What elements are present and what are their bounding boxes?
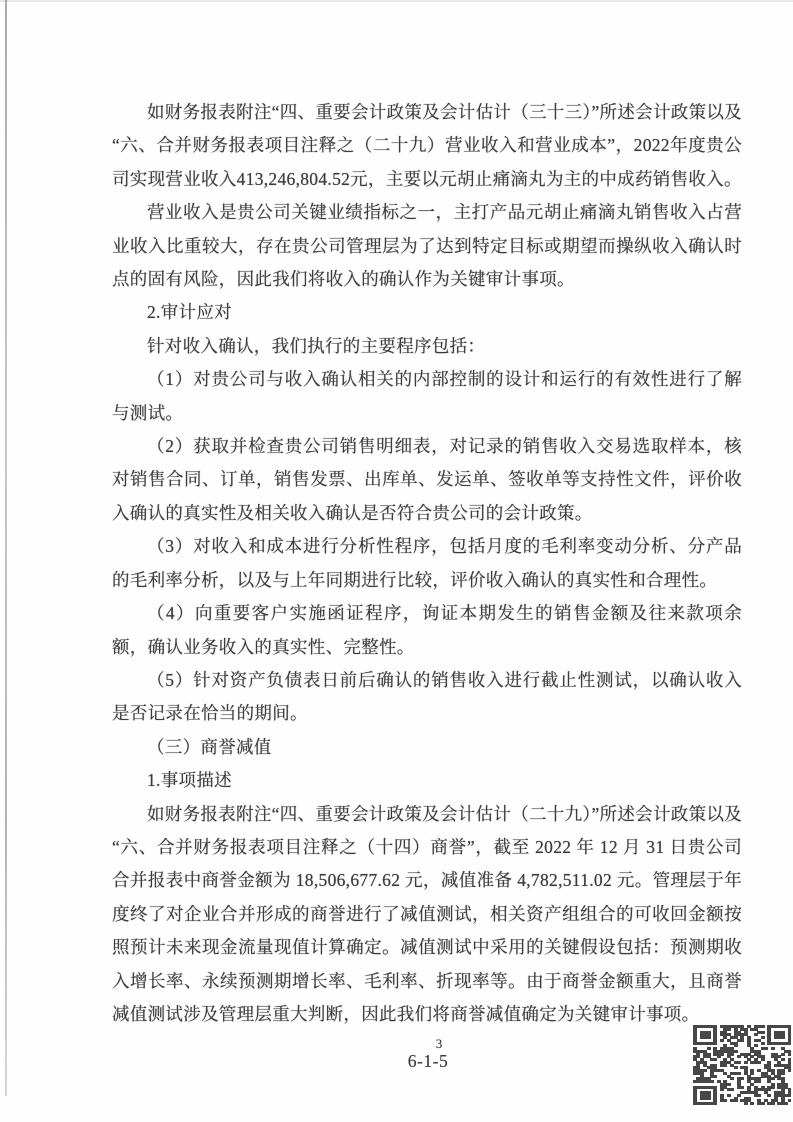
scan-edge-top — [0, 0, 793, 2]
heading-audit-response: 2.审计应对 — [147, 302, 232, 323]
page-number: 3 — [435, 1036, 443, 1051]
paragraph-revenue-policy-note: 如财务报表附注“四、重要会计政策及会计估计（三十三）”所述会计政策以及“六、合并财务报表项目注释之（二十九）营业收入和营业成本”，2022年度贵公司实现营业收入413,246,804.52元，主要以元胡止痛滴丸为主的中成药销售收入。 — [112, 102, 742, 189]
heading-goodwill-impairment: （三）商誉减值 — [147, 736, 272, 757]
document-number: 6-1-5 — [407, 1051, 449, 1071]
paragraph-goodwill-description: 如财务报表附注“四、重要会计政策及会计估计（二十九）”所述会计政策以及“六、合并财务报表项目注释之（十四）商誉”，截至 2022 年 12 月 31 日贵公司合并报表中商誉金额为 18,506,677.62 元，减值准备 4,782,511.02 元。管理层于年度终了对企业合并形成的商誉进行了减值测试，相关资产组组合的可收回金额按照预计未来现金流量现值计算确定。减值测试中采用的关键假设包括：预测期收入增长率、永续预测期增长率、毛利率、折现率等。由于商誉金额重大，且商誉减值测试涉及管理层重大判断，因此我们将商誉减值确定为关键审计事项。 — [112, 803, 742, 1024]
paragraph-procedure-1: （1）对贵公司与收入确认相关的内部控制的设计和运行的有效性进行了解与测试。 — [112, 369, 742, 423]
paragraph-procedures-intro: 针对收入确认，我们执行的主要程序包括： — [147, 335, 486, 356]
paragraph-procedure-3: （3）对收入和成本进行分析性程序，包括月度的毛利率变动分析、分产品的毛利率分析，以及与上年同期进行比较，评价收入确认的真实性和合理性。 — [112, 536, 742, 590]
document-body — [112, 96, 742, 1031]
heading-matter-description: 1.事项描述 — [147, 770, 232, 791]
paragraph-revenue-key-audit-matter: 营业收入是贵公司关键业绩指标之一，主打产品元胡止痛滴丸销售收入占营业收入比重较大，存在贵公司管理层为了达到特定目标或期望而操纵收入确认时点的固有风险，因此我们将收入的确认作为关键审计事项。 — [112, 202, 742, 290]
qr-code-icon — [693, 1025, 791, 1105]
scan-edge-left — [5, 0, 7, 1096]
paragraph-procedure-2: （2）获取并检查贵公司销售明细表，对记录的销售收入交易选取样本，核对销售合同、订单，销售发票、出库单、发运单、签收单等支持性文件，评价收入确认的真实性及相关收入确认是否符合贵公司的会计政策。 — [112, 436, 742, 523]
paragraph-procedure-5: （5）针对资产负债表日前后确认的销售收入进行截止性测试，以确认收入是否记录在恰当的期间。 — [112, 669, 742, 724]
page-footer — [408, 1036, 448, 1072]
paragraph-procedure-4: （4）向重要客户实施函证程序，询证本期发生的销售金额及往来款项余额，确认业务收入的真实性、完整性。 — [112, 603, 742, 657]
